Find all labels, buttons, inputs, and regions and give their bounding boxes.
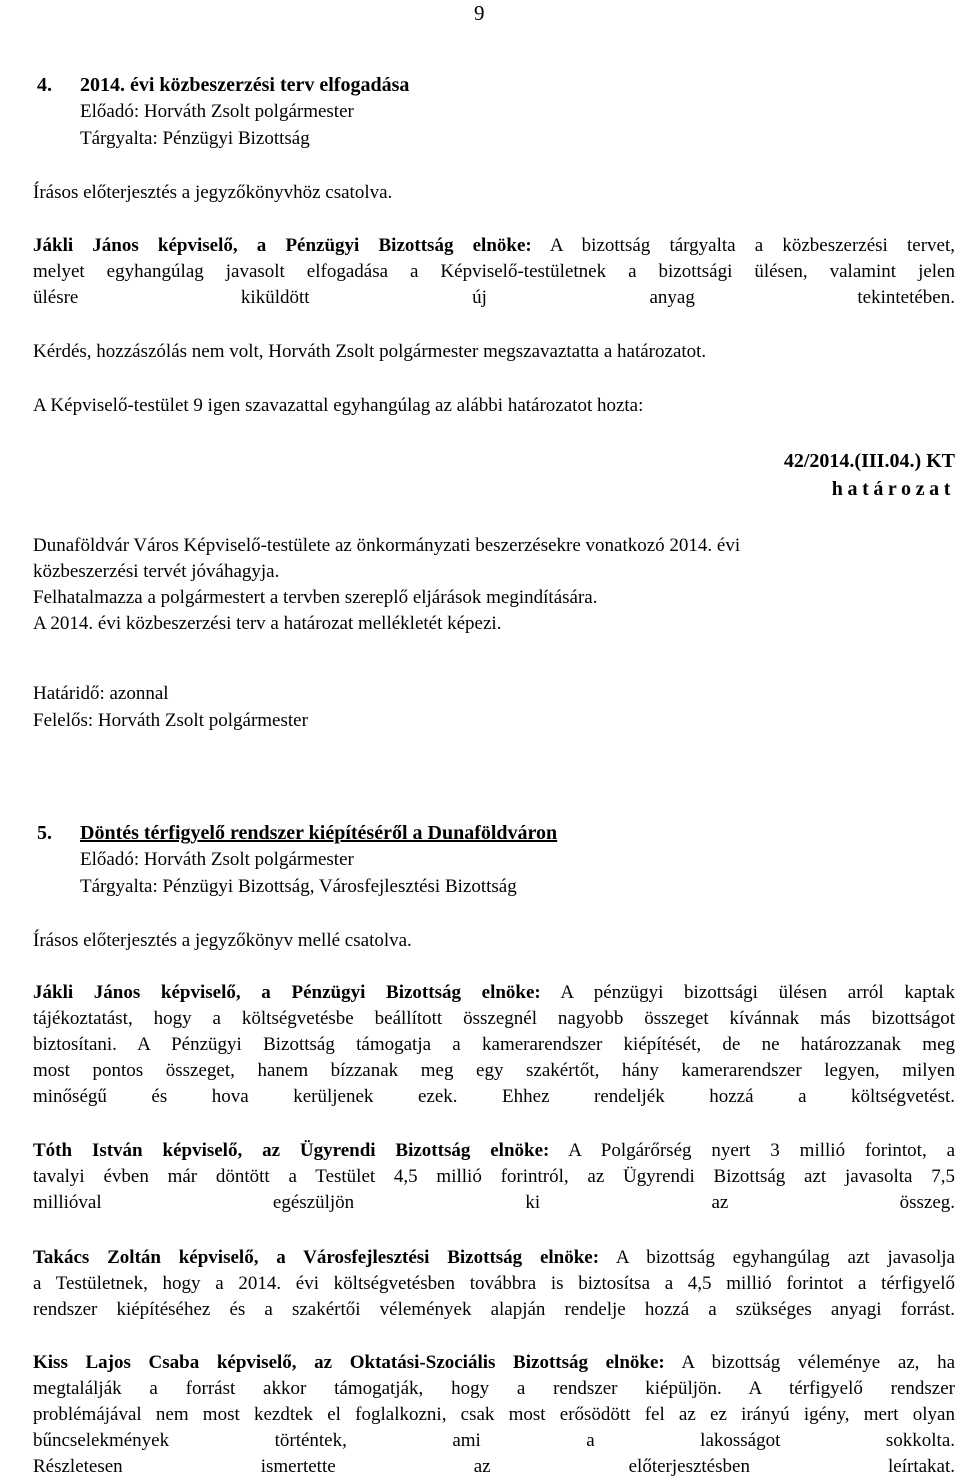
resolution-line: közbeszerzési tervét jóváhagyja. [33, 561, 280, 582]
speech-text: tájékoztatást, hogy a költségvetésbe beállított összegnél nagyobb összeget kívánnak más bizottságot [33, 1008, 955, 1029]
speech-paragraph [33, 1350, 955, 1480]
speech-text: ülésre kiküldött új anyag tekintetében. [33, 287, 955, 308]
agenda-item-title: 2014. évi közbeszerzési terv elfogadása [80, 74, 410, 96]
presenter-line: Előadó: Horváth Zsolt polgármester [80, 101, 354, 122]
speech-text: millióval egészüljön ki az összeg. [33, 1192, 955, 1213]
vote-note: A Képviselő-testület 9 igen szavazattal egyhangúlag az alábbi határozatot hozta: [33, 395, 644, 416]
agenda-item-number: 5. [37, 822, 52, 844]
resolution-line: A 2014. évi közbeszerzési terv a határozat mellékletét képezi. [33, 613, 502, 634]
agenda-item-number: 4. [37, 74, 52, 96]
speech-text: minőségű és hova kerüljenek ezek. Ehhez rendeljék hozzá a költségvetést. [33, 1086, 955, 1107]
agenda-item-5-heading [37, 820, 959, 846]
speech-text: problémájával nem most kezdtek el foglalkozni, csak most erősödött fel az ez irányú igény, mert olyan [33, 1404, 955, 1425]
speaker-name: Tóth István képviselő, az Ügyrendi Bizottság elnöke: [33, 1140, 550, 1161]
question-note: Kérdés, hozzászólás nem volt, Horváth Zsolt polgármester megszavaztatta a határozatot. [33, 341, 707, 362]
speech-paragraph [33, 1245, 955, 1323]
resolution-line: Felhatalmazza a polgármestert a tervben szereplő eljárások megindítására. [33, 587, 598, 608]
speech-text: A bizottság egyhangúlag azt javasolja [615, 1247, 955, 1268]
deadline-line: Határidő: azonnal [33, 683, 169, 704]
resolution-text [33, 533, 955, 637]
attachment-note: Írásos előterjesztés a jegyzőkönyv mellé csatolva. [33, 930, 412, 951]
speech-paragraph [33, 1138, 955, 1216]
presenter-line: Előadó: Horváth Zsolt polgármester [80, 849, 354, 870]
speech-paragraph [33, 980, 955, 1110]
speech-text: Részletesen ismertette az előterjesztésben leírtakat. [33, 1456, 955, 1477]
page-number: 9 [474, 1, 485, 25]
responsible-line: Felelős: Horváth Zsolt polgármester [33, 710, 308, 731]
speech-text: A bizottság véleménye az, ha [681, 1352, 956, 1373]
speech-text: bűncselekmények történtek, ami a lakosságot sokkolta. [33, 1430, 955, 1451]
speaker-name: Kiss Lajos Csaba képviselő, az Oktatási-Szociális Bizottság elnöke: [33, 1352, 665, 1373]
speech-paragraph [33, 233, 955, 311]
resolution-number: 42/2014.(III.04.) KT [783, 450, 955, 472]
resolution-word: határozat [831, 478, 955, 500]
attachment-note: Írásos előterjesztés a jegyzőkönyvhöz csatolva. [33, 182, 393, 203]
speech-text: tavalyi évben már döntött a Testület 4,5 millió forintról, az Ügyrendi Bizottság azt javasolta 7,5 [33, 1166, 955, 1187]
speaker-name: Jákli János képviselő, a Pénzügyi Bizottság elnöke: [33, 235, 532, 256]
discussed-by-line: Tárgyalta: Pénzügyi Bizottság [80, 128, 310, 149]
discussed-by-line: Tárgyalta: Pénzügyi Bizottság, Városfejlesztési Bizottság [80, 876, 517, 897]
speech-text: megtalálják a forrást akkor támogatják, hogy a rendszer kiépüljön. A térfigyelő rendszer [33, 1378, 955, 1399]
speech-text: a Testületnek, hogy a 2014. évi költségvetésben továbbra is biztosítsa a 4,5 millió forintot a térfigyelő [33, 1273, 955, 1294]
speech-text: A bizottság tárgyalta a közbeszerzési tervet, [549, 235, 955, 256]
speech-text: rendszer kiépítéséhez és a szakértői vélemények alapján rendelje hozzá a szükséges anyagi forrást. [33, 1299, 955, 1320]
speaker-name: Takács Zoltán képviselő, a Városfejlesztési Bizottság elnöke: [33, 1247, 600, 1268]
speech-text: melyet egyhangúlag javasolt elfogadása a Képviselő-testületnek a bizottsági ülésen, valamint jelen [33, 261, 955, 282]
speaker-name: Jákli János képviselő, a Pénzügyi Bizottság elnöke: [33, 982, 541, 1003]
resolution-line: Dunaföldvár Város Képviselő-testülete az önkormányzati beszerzésekre vonatkozó 2014. évi [33, 535, 741, 556]
speech-text: most pontos összeget, hanem bízzanak meg egy szakértőt, hány kamerarendszer legyen, milyen [33, 1060, 955, 1081]
speech-text: A Polgárőrség nyert 3 millió forintot, a [568, 1140, 956, 1161]
agenda-item-4-heading [37, 72, 959, 98]
agenda-item-title: Döntés térfigyelő rendszer kiépítéséről a Dunaföldváron [80, 822, 558, 844]
speech-text: A pénzügyi bizottsági ülésen arról kaptak [560, 982, 955, 1003]
speech-text: biztosítani. A Pénzügyi Bizottság támogatja a kamerarendszer kiépítését, de ne határozzanak meg [33, 1034, 955, 1055]
